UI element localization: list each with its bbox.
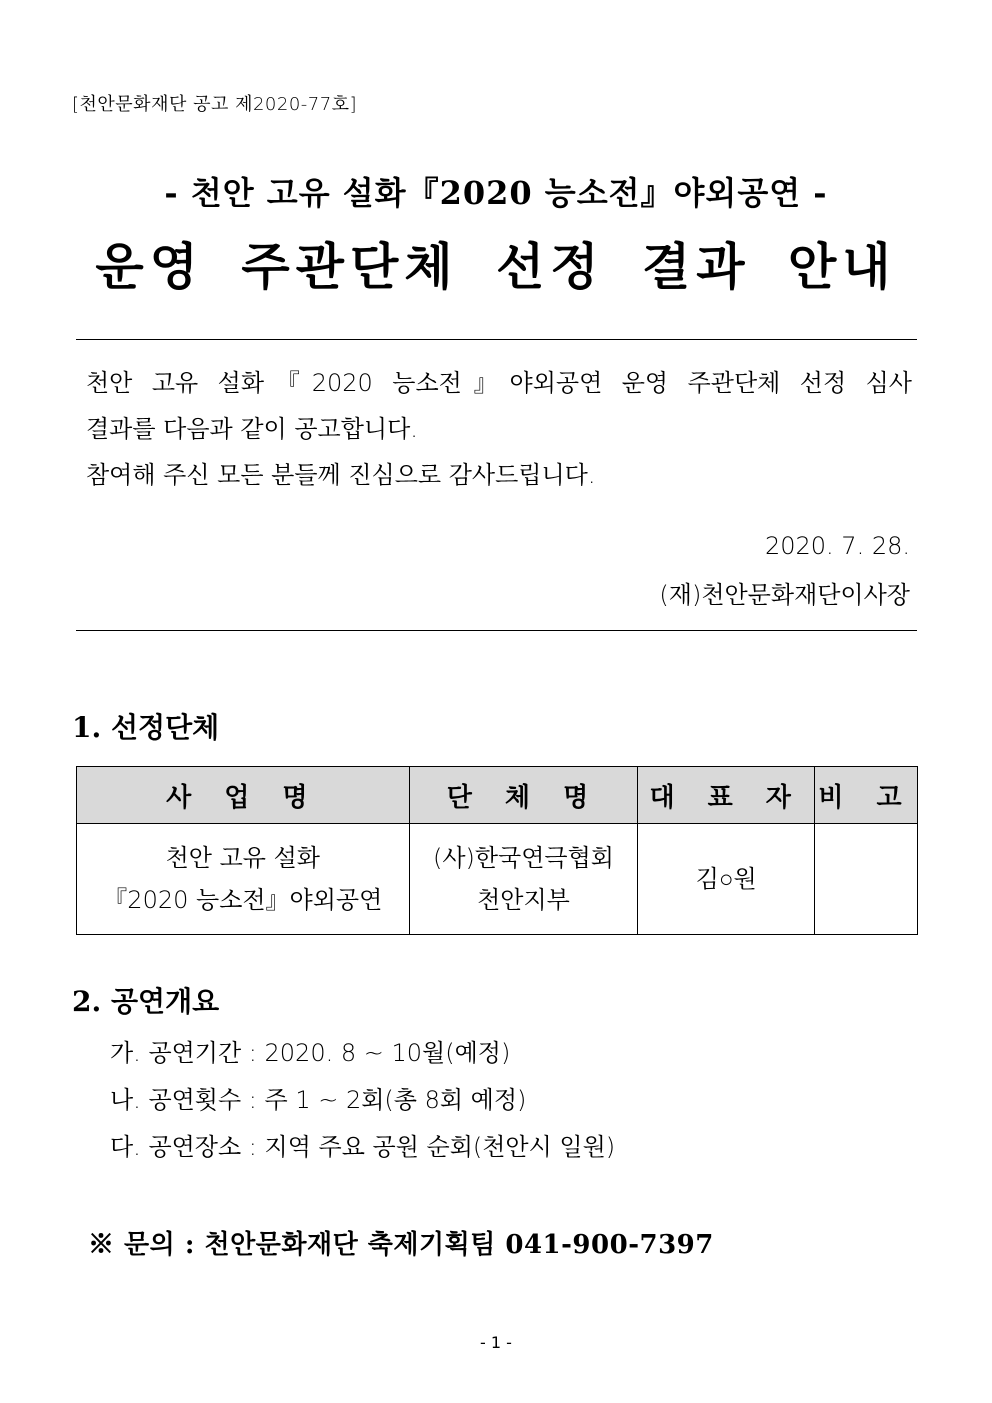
page-number: - 1 - [480, 1333, 512, 1352]
cell-organization [409, 824, 638, 935]
column-header-organization: 단 체 명 [409, 767, 638, 824]
document-subtitle: - 천안 고유 설화『2020 능소전』야외공연 - [164, 174, 828, 212]
project-line: 『2020 능소전』야외공연 [103, 886, 383, 914]
table-row [77, 824, 918, 935]
document-title: 운영 주관단체 선정 결과 안내 [95, 237, 897, 296]
list-item: 나. 공연횟수 : 주 1 ~ 2회(총 8회 예정) [110, 1086, 527, 1114]
intro-line: 천안 고유 설화『2020 능소전』야외공연 운영 주관단체 선정 심사 [86, 369, 912, 397]
column-header-representative: 대 표 자 [638, 767, 815, 824]
organization-line: (사)한국연극협회 [432, 844, 614, 872]
section-heading-selected-group: 1. 선정단체 [72, 711, 220, 744]
announcement-date: 2020. 7. 28. [764, 532, 910, 560]
list-item: 가. 공연기간 : 2020. 8 ~ 10월(예정) [110, 1039, 511, 1067]
cell-remarks [815, 824, 918, 935]
table-header-row [77, 767, 918, 824]
cell-representative: 김○원 [638, 824, 815, 935]
cell-project [77, 824, 410, 935]
bottom-divider [76, 630, 917, 631]
column-header-project: 사 업 명 [77, 767, 410, 824]
column-header-remarks: 비 고 [815, 767, 918, 824]
organization-line: 천안지부 [477, 886, 570, 914]
overview-list [110, 1030, 615, 1171]
notice-number: [천안문화재단 공고 제2020-77호] [72, 94, 358, 115]
list-item: 다. 공연장소 : 지역 주요 공원 순회(천안시 일원) [110, 1133, 616, 1161]
selection-table [76, 766, 918, 935]
project-line: 천안 고유 설화 [165, 844, 320, 872]
section-heading-overview: 2. 공연개요 [72, 985, 220, 1018]
intro-line: 참여해 주신 모든 분들께 진심으로 감사드립니다. [86, 461, 596, 489]
intro-paragraph [86, 360, 912, 498]
intro-line: 결과를 다음과 같이 공고합니다. [86, 415, 418, 443]
contact-info: ※ 문의 : 천안문화재단 축제기획팀 041-900-7397 [88, 1230, 714, 1260]
signer: (재)천안문화재단이사장 [659, 581, 910, 609]
top-divider [76, 339, 917, 340]
